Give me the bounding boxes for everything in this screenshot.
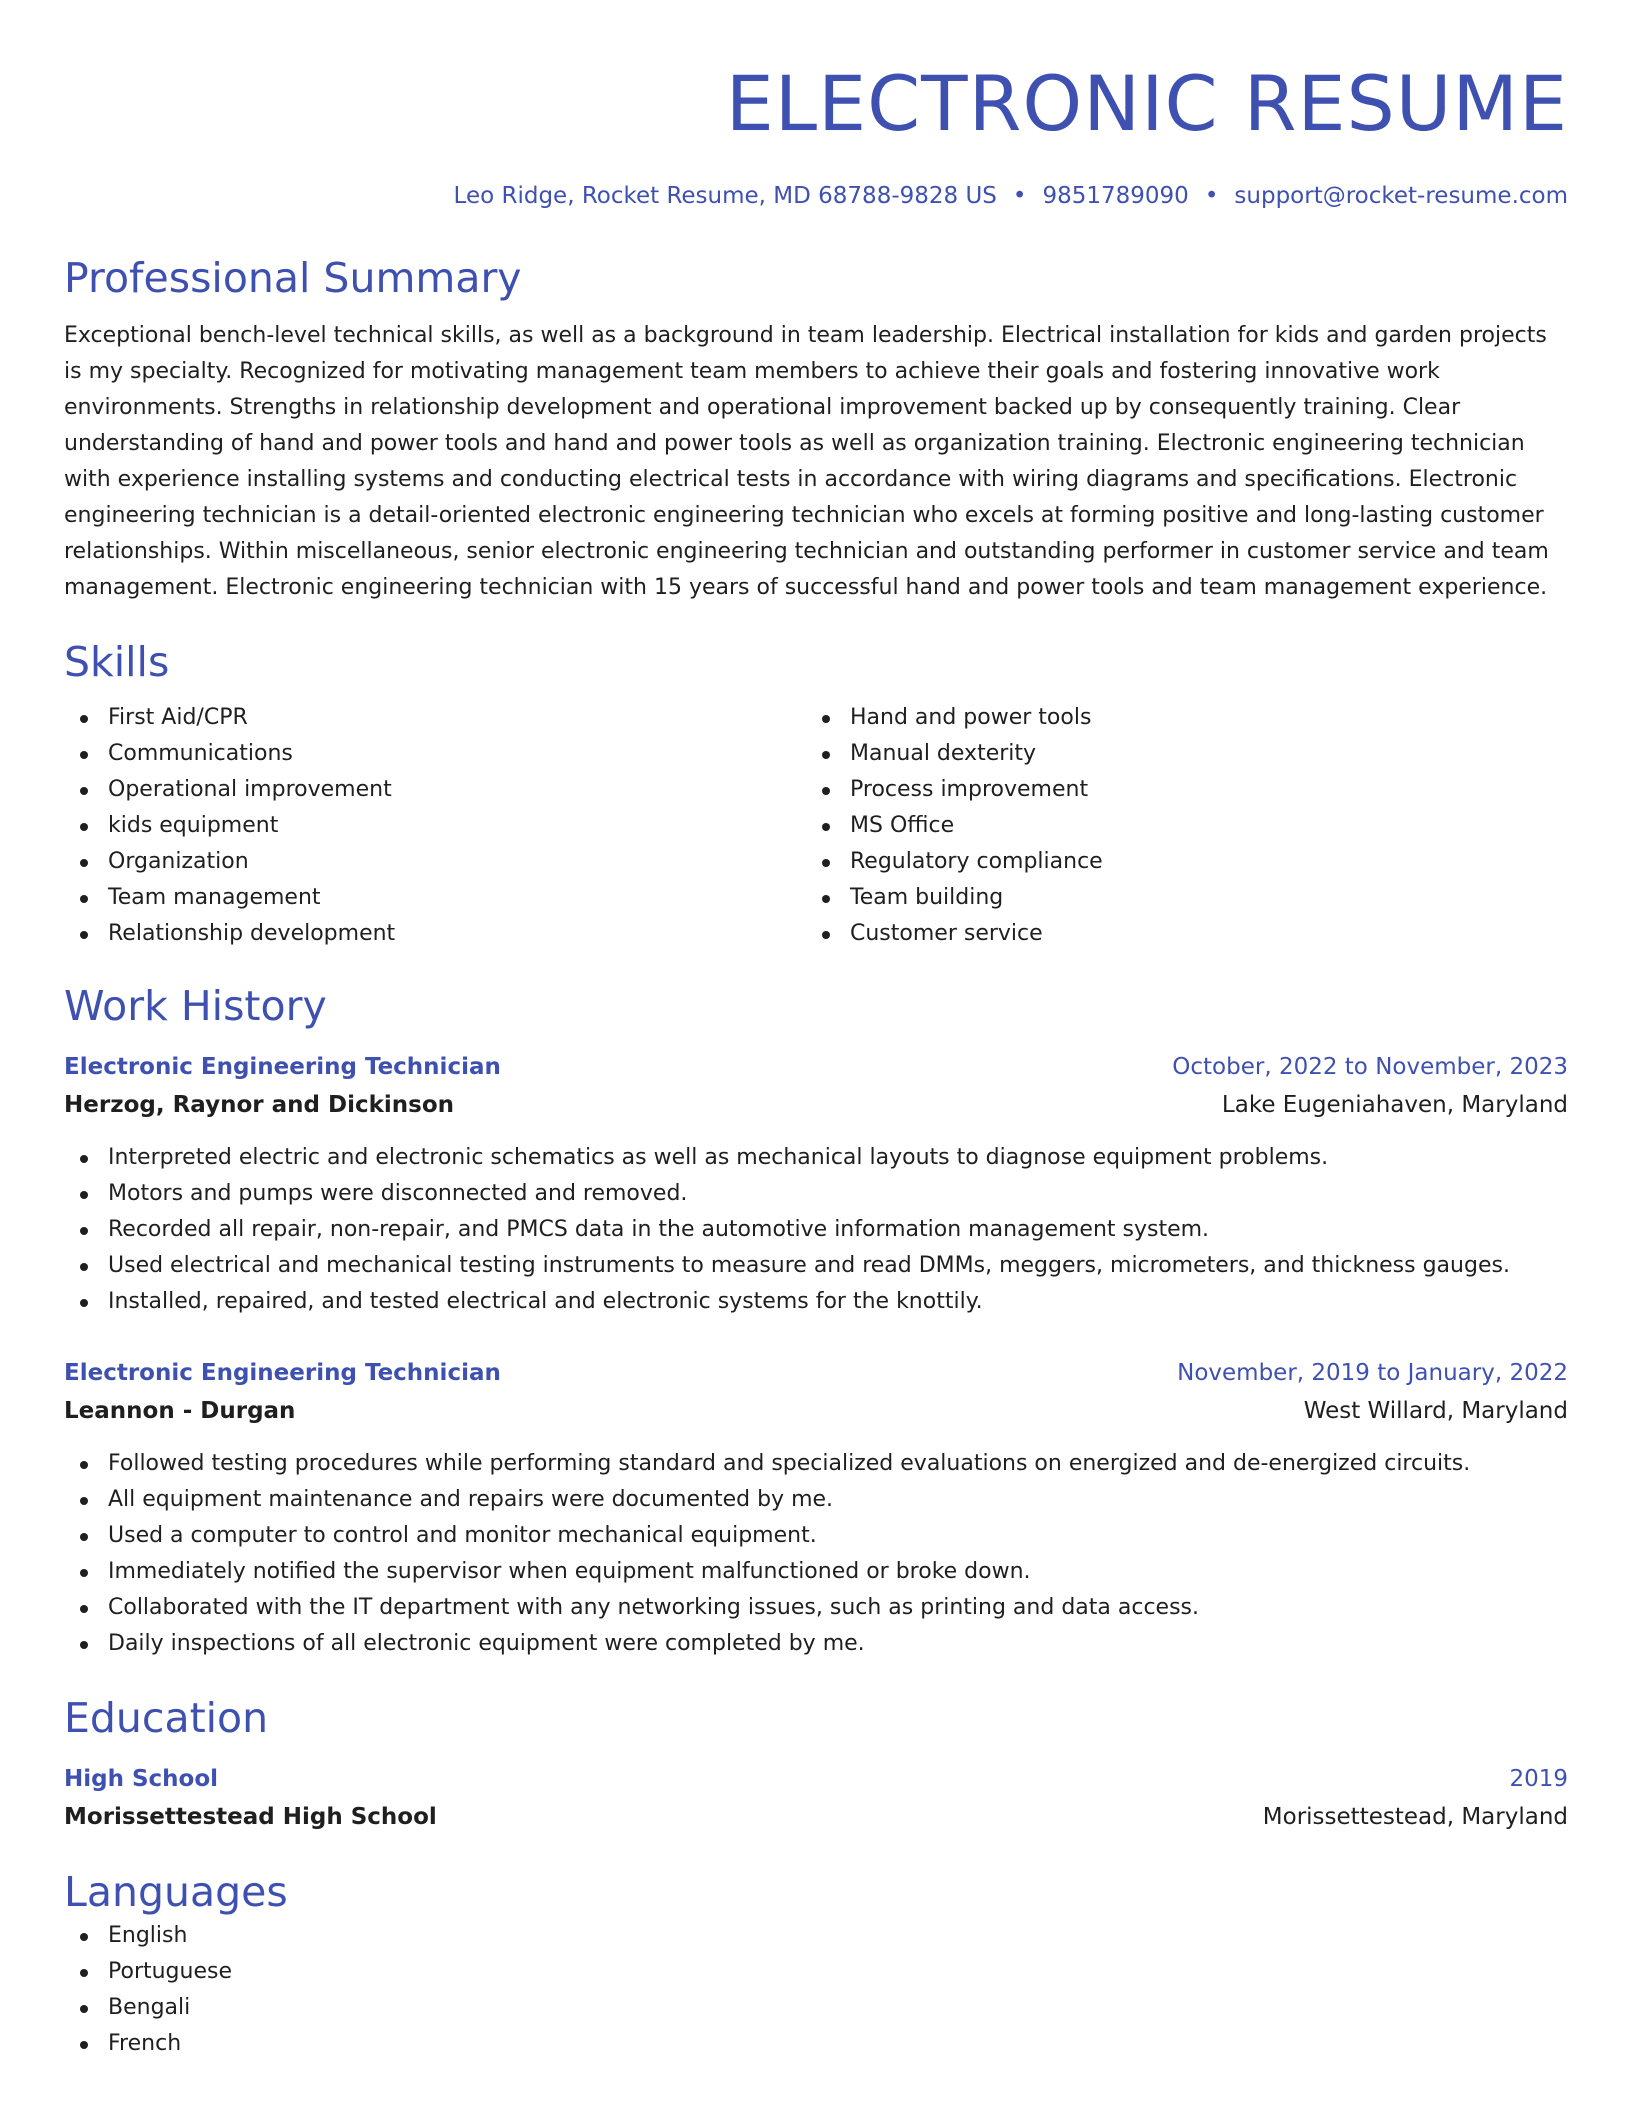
job-dates: October, 2022 to November, 2023: [1172, 1054, 1568, 1080]
job-duty: Installed, repaired, and tested electrical and electronic systems for the knottily.: [64, 1284, 1568, 1320]
skill-item: Team building: [806, 880, 1548, 916]
skills-list-right: [806, 700, 1548, 952]
job-title: Electronic Engineering Technician: [64, 1360, 501, 1386]
job-duty: Daily inspections of all electronic equipment were completed by me.: [64, 1626, 1568, 1662]
skill-item: Regulatory compliance: [806, 844, 1548, 880]
job-duty: Collaborated with the IT department with any networking issues, such as printing and data access.: [64, 1590, 1568, 1626]
education-heading: Education: [64, 1694, 269, 1742]
job-duties-list: [64, 1140, 1568, 1320]
language-item: Bengali: [64, 1990, 1568, 2026]
skill-item: Relationship development: [64, 916, 806, 952]
education-degree: High School: [64, 1766, 219, 1792]
summary-heading: Professional Summary: [64, 254, 522, 302]
job-duty: Motors and pumps were disconnected and removed.: [64, 1176, 1568, 1212]
job-duty: Followed testing procedures while performing standard and specialized evaluations on energized and de-energized circuits.: [64, 1446, 1568, 1482]
job-header-row: [64, 1354, 1568, 1392]
languages-list: [64, 1918, 1568, 2062]
job-company: Herzog, Raynor and Dickinson: [64, 1092, 455, 1118]
skills-heading: Skills: [64, 638, 170, 686]
job-entry: [64, 1048, 1568, 1320]
languages-heading: Languages: [64, 1868, 288, 1916]
education-school: Morissettestead High School: [64, 1804, 437, 1830]
language-item: Portuguese: [64, 1954, 1568, 1990]
contact-separator: •: [1204, 183, 1219, 209]
language-item: English: [64, 1918, 1568, 1954]
job-duty: Recorded all repair, non-repair, and PMCS data in the automotive information management system.: [64, 1212, 1568, 1248]
skill-item: Process improvement: [806, 772, 1548, 808]
skill-item: Team management: [64, 880, 806, 916]
work-history-heading: Work History: [64, 982, 327, 1030]
education-header-row: [64, 1760, 1568, 1798]
skills-columns: [64, 700, 1568, 952]
education-location: Morissettestead, Maryland: [1262, 1804, 1568, 1830]
job-location: Lake Eugeniahaven, Maryland: [1221, 1092, 1568, 1118]
job-duty: Used electrical and mechanical testing instruments to measure and read DMMs, meggers, micrometers, and thickness gauges.: [64, 1248, 1568, 1284]
skill-item: MS Office: [806, 808, 1548, 844]
skill-item: Customer service: [806, 916, 1548, 952]
skill-item: kids equipment: [64, 808, 806, 844]
skill-item: Organization: [64, 844, 806, 880]
contact-separator: •: [1012, 183, 1027, 209]
job-dates: November, 2019 to January, 2022: [1177, 1360, 1568, 1386]
job-duty: Immediately notified the supervisor when equipment malfunctioned or broke down.: [64, 1554, 1568, 1590]
education-entry: [64, 1760, 1568, 1836]
skill-item: Hand and power tools: [806, 700, 1548, 736]
job-duty: Used a computer to control and monitor mechanical equipment.: [64, 1518, 1568, 1554]
contact-phone: 9851789090: [1042, 183, 1189, 209]
language-item: French: [64, 2026, 1568, 2062]
skill-item: Manual dexterity: [806, 736, 1548, 772]
job-location: West Willard, Maryland: [1303, 1398, 1568, 1424]
job-company-row: [64, 1392, 1568, 1430]
job-entry: [64, 1354, 1568, 1662]
job-header-row: [64, 1048, 1568, 1086]
job-duty: Interpreted electric and electronic schematics as well as mechanical layouts to diagnose equipment problems.: [64, 1140, 1568, 1176]
resume-header: [64, 56, 1568, 212]
job-company: Leannon - Durgan: [64, 1398, 296, 1424]
skill-item: Communications: [64, 736, 806, 772]
job-duty: All equipment maintenance and repairs were documented by me.: [64, 1482, 1568, 1518]
skill-item: First Aid/CPR: [64, 700, 806, 736]
job-title: Electronic Engineering Technician: [64, 1054, 501, 1080]
education-school-row: [64, 1798, 1568, 1836]
job-company-row: [64, 1086, 1568, 1124]
skill-item: Operational improvement: [64, 772, 806, 808]
resume-name: ELECTRONIC RESUME: [725, 59, 1568, 148]
contact-address: Leo Ridge, Rocket Resume, MD 68788-9828 US: [453, 183, 997, 209]
education-year: 2019: [1509, 1766, 1568, 1792]
contact-line: [64, 180, 1568, 212]
summary-text: Exceptional bench-level technical skills, as well as a background in team leadership. Electrical installation for kids and garden projects is my specialty. Recognized for motivating management team members to achieve their goals and fostering innovative work environments. Strengths in relationship development and operational improvement backed up by consequently training. Clear understanding of hand and power tools and hand and power tools as well as organization training. Electronic engineering technician with experience installing systems and conducting electrical tests in accordance with wiring diagrams and specifications. Electronic engineering technician is a detail-oriented electronic engineering technician who excels at forming positive and long-lasting customer relationships. Within miscellaneous, senior electronic engineering technician and outstanding performer in customer service and team management. Electronic engineering technician with 15 years of successful hand and power tools and team management experience.: [64, 323, 1549, 600]
contact-email: support@rocket-resume.com: [1234, 183, 1568, 209]
skills-list-left: [64, 700, 806, 952]
job-duties-list: [64, 1446, 1568, 1662]
